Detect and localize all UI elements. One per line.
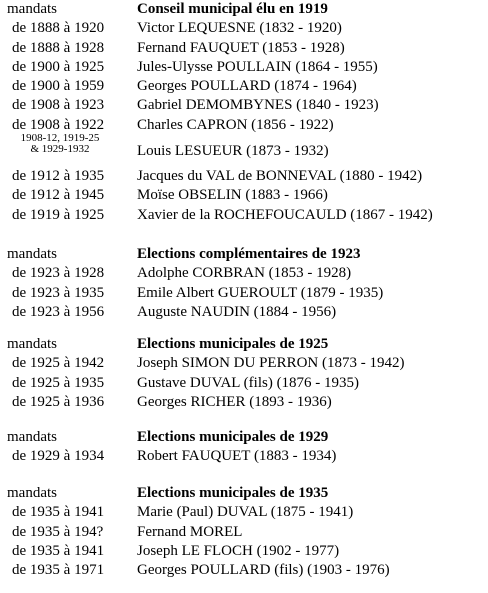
member-name: Moïse OBSELIN (1883 - 1966): [137, 187, 328, 204]
member-name: Auguste NAUDIN (1884 - 1956): [137, 303, 337, 320]
member-name: Charles CAPRON (1856 - 1922): [137, 116, 334, 133]
member-name: Emile Albert GUEROULT (1879 - 1935): [137, 284, 384, 301]
mandate-period: de 1923 à 1935: [12, 284, 105, 301]
mandates-column-label: mandats: [7, 1, 57, 17]
mandate-period: de 1923 à 1956: [12, 303, 105, 320]
mandate-period: de 1900 à 1925: [12, 58, 105, 75]
member-name: Gabriel DEMOMBYNES (1840 - 1923): [137, 97, 379, 114]
member-row: [0, 19, 488, 38]
member-name: Joseph LE FLOCH (1902 - 1977): [137, 542, 340, 559]
member-row: [0, 96, 488, 115]
mandates-column-label: mandats: [7, 246, 57, 262]
member-row: [0, 561, 488, 580]
member-row: [0, 186, 488, 205]
section-header: [0, 0, 488, 19]
member-name: Georges RICHER (1893 - 1936): [137, 393, 332, 410]
section-title: Elections municipales de 1935: [137, 485, 329, 501]
section-1929: [0, 428, 488, 467]
member-row: [0, 303, 488, 322]
member-name: Robert FAUQUET (1883 - 1934): [137, 448, 337, 465]
mandate-period: de 1900 à 1959: [12, 78, 105, 95]
mandate-period: de 1908 à 1922: [12, 116, 105, 133]
mandates-column-label: mandats: [7, 429, 57, 445]
mandate-period: de 1935 à 1941: [12, 542, 105, 559]
mandate-period: de 1919 à 1925: [12, 206, 105, 223]
mandate-period: de 1925 à 1936: [12, 393, 105, 410]
member-row: [0, 354, 488, 373]
member-row: [0, 264, 488, 283]
mandate-period: de 1935 à 1971: [12, 562, 105, 579]
member-name: Fernand FAUQUET (1853 - 1928): [137, 39, 345, 56]
member-row: [0, 393, 488, 412]
member-name: Jules-Ulysse POULLAIN (1864 - 1955): [137, 58, 378, 75]
mandate-period: de 1925 à 1942: [12, 355, 105, 372]
mandate-period: de 1925 à 1935: [12, 374, 105, 391]
member-name: Joseph SIMON DU PERRON (1873 - 1942): [137, 355, 405, 372]
member-row: [0, 39, 488, 58]
member-row: [0, 206, 488, 225]
mandates-column-label: mandats: [7, 336, 57, 352]
mandate-period: de 1888 à 1928: [12, 39, 105, 56]
section-title: Elections municipales de 1929: [137, 429, 329, 445]
mandates-column-label: mandats: [7, 485, 57, 501]
member-name: Louis LESUEUR (1873 - 1932): [137, 143, 329, 160]
mandate-period: de 1929 à 1934: [12, 448, 105, 465]
member-row: [0, 374, 488, 393]
member-name: Adolphe CORBRAN (1853 - 1928): [137, 265, 352, 282]
section-1923: [0, 245, 488, 322]
member-row: [0, 167, 488, 186]
section-title: Conseil municipal élu en 1919: [137, 1, 328, 17]
section-1935: [0, 484, 488, 580]
member-row: [0, 503, 488, 522]
mandate-period: de 1912 à 1935: [12, 168, 105, 185]
section-1919: [0, 0, 488, 225]
mandate-line: 1908-12, 1919-25: [20, 132, 100, 145]
mandate-period: de 1912 à 1945: [12, 187, 105, 204]
member-row: [0, 77, 488, 96]
member-name: Jacques du VAL de BONNEVAL (1880 - 1942): [137, 168, 423, 185]
mandate-period-multi: [10, 133, 110, 155]
member-row: [0, 132, 488, 167]
member-name: Victor LEQUESNE (1832 - 1920): [137, 20, 342, 37]
section-title: Elections municipales de 1925: [137, 336, 329, 352]
section-header: [0, 428, 488, 447]
member-name: Gustave DUVAL (fils) (1876 - 1935): [137, 374, 360, 391]
mandate-period: de 1923 à 1928: [12, 265, 105, 282]
mandate-period: de 1908 à 1923: [12, 97, 105, 114]
member-name: Marie (Paul) DUVAL (1875 - 1941): [137, 504, 354, 521]
member-row: [0, 284, 488, 303]
section-1925: [0, 335, 488, 412]
mandate-line: & 1929-1932: [30, 143, 90, 156]
mandate-period: de 1935 à 1941: [12, 504, 105, 521]
member-row: [0, 58, 488, 77]
section-title: Elections complémentaires de 1923: [137, 246, 361, 262]
section-header: [0, 335, 488, 354]
member-name: Georges POULLARD (1874 - 1964): [137, 78, 357, 95]
mandate-period: de 1888 à 1920: [12, 20, 105, 37]
member-row: [0, 542, 488, 561]
member-name: Xavier de la ROCHEFOUCAULD (1867 - 1942): [137, 206, 433, 223]
section-header: [0, 484, 488, 503]
member-name: Fernand MOREL: [137, 523, 243, 540]
member-row: [0, 523, 488, 542]
section-header: [0, 245, 488, 264]
member-row: [0, 447, 488, 466]
member-name: Georges POULLARD (fils) (1903 - 1976): [137, 562, 390, 579]
mandate-period: de 1935 à 194?: [12, 523, 104, 540]
